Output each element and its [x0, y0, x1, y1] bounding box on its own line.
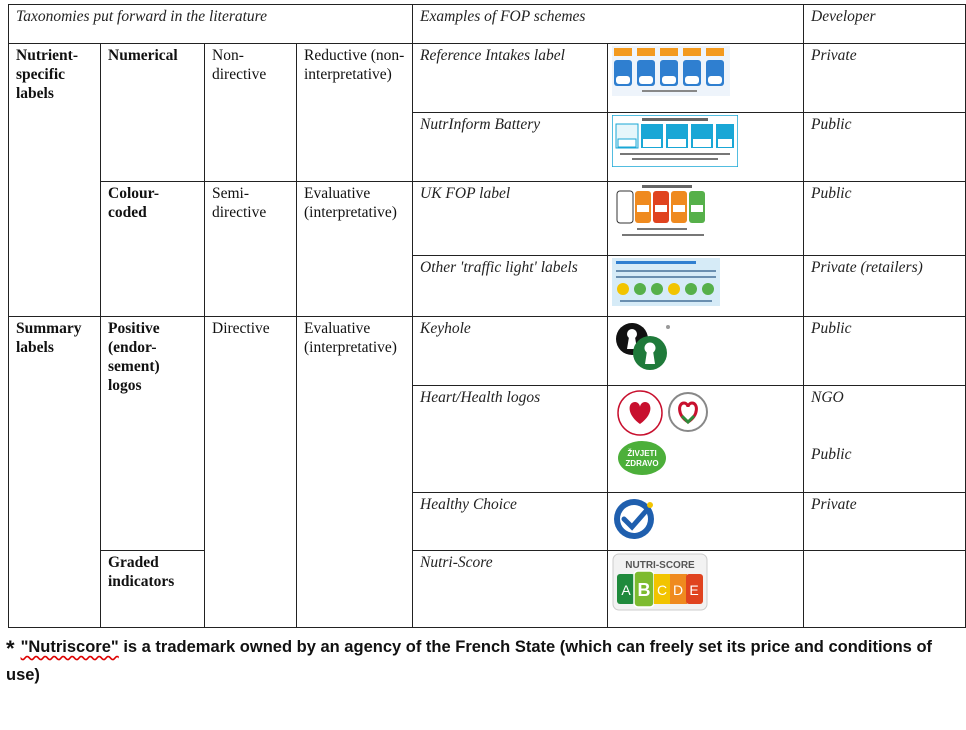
- uk-fop-label-image: [612, 184, 712, 242]
- uk-fop-logo-cell: [608, 182, 804, 256]
- scheme-name: Nutri-Score: [413, 551, 608, 628]
- nutri-letter-a: A: [621, 582, 631, 598]
- directive-cell: Directive: [205, 317, 297, 628]
- non-directive-cell: Non-directive: [205, 44, 297, 182]
- summary-labels: Summary labels: [9, 317, 101, 628]
- header-examples: Examples of FOP schemes: [413, 5, 804, 44]
- evaluative-cell: Evaluative (interpretative): [297, 317, 413, 628]
- nutrinform-battery-image: [612, 115, 738, 167]
- nutri-letter-d: D: [672, 582, 684, 598]
- heart-health-logos-cell: [608, 386, 804, 493]
- semi-directive-cell: Semi-directive: [205, 182, 297, 317]
- heart-health-logos-image: [612, 388, 722, 484]
- developer-cell: Private: [804, 493, 966, 551]
- fop-taxonomy-table: [8, 4, 966, 628]
- developer-cell: Private: [804, 44, 966, 113]
- positive-logos-cell: Positive (endor-sement) logos: [101, 317, 205, 551]
- nutri-letter-b: B: [637, 580, 651, 600]
- nutri-score-title: NUTRI-SCORE: [625, 560, 695, 571]
- reference-intakes-label-image: [612, 46, 730, 96]
- developer-cell: [804, 386, 966, 493]
- developer-cell: Private (retailers): [804, 256, 966, 317]
- keyhole-logo: [612, 319, 682, 375]
- header-taxonomies: Taxonomies put forward in the literature: [9, 5, 413, 44]
- traffic-light-label-image: [612, 258, 720, 306]
- healthy-choice-logo: [612, 495, 672, 545]
- developer-ngo: NGO: [811, 389, 844, 406]
- scheme-name: Heart/Health logos: [413, 386, 608, 493]
- developer-cell: Public: [804, 182, 966, 256]
- reference-intakes-logo-cell: [608, 44, 804, 113]
- evaluative-cell: Evaluative (interpretative): [297, 182, 413, 317]
- nutrient-specific-labels: Nutrient-specific labels: [9, 44, 101, 317]
- nutri-score-logo-cell: [608, 551, 804, 628]
- nutri-letter-e: E: [689, 582, 699, 598]
- scheme-name: Reference Intakes label: [413, 44, 608, 113]
- colour-coded-cell: Colour-coded: [101, 182, 205, 317]
- developer-cell: Public: [804, 317, 966, 386]
- healthy-choice-logo-cell: [608, 493, 804, 551]
- footnote-text: is a trademark owned by an agency of the French State (which can freely set its price and conditions of use): [6, 638, 933, 684]
- header-developer: Developer: [804, 5, 966, 44]
- footnote-star: *: [6, 636, 15, 661]
- keyhole-logo-cell: [608, 317, 804, 386]
- nutri-score-logo: [612, 553, 708, 611]
- zivjeti-line2: ZDRAVO: [625, 459, 659, 468]
- traffic-light-logo-cell: [608, 256, 804, 317]
- scheme-name: UK FOP label: [413, 182, 608, 256]
- developer-cell: Public: [804, 113, 966, 182]
- nutri-letter-c: C: [656, 582, 668, 598]
- numerical-cell: Numerical: [101, 44, 205, 182]
- footnote: [6, 634, 936, 688]
- reductive-cell: Reductive (non-interpretative): [297, 44, 413, 182]
- developer-cell: [804, 551, 966, 628]
- scheme-name: Other 'traffic light' labels: [413, 256, 608, 317]
- developer-public: Public: [811, 446, 852, 463]
- graded-indicators-cell: Graded indicators: [101, 551, 205, 628]
- scheme-name: Keyhole: [413, 317, 608, 386]
- scheme-name: NutrInform Battery: [413, 113, 608, 182]
- footnote-quoted: "Nutriscore": [20, 638, 119, 656]
- nutrinform-logo-cell: [608, 113, 804, 182]
- scheme-name: Healthy Choice: [413, 493, 608, 551]
- zivjeti-line1: ŽIVJETI: [627, 449, 657, 458]
